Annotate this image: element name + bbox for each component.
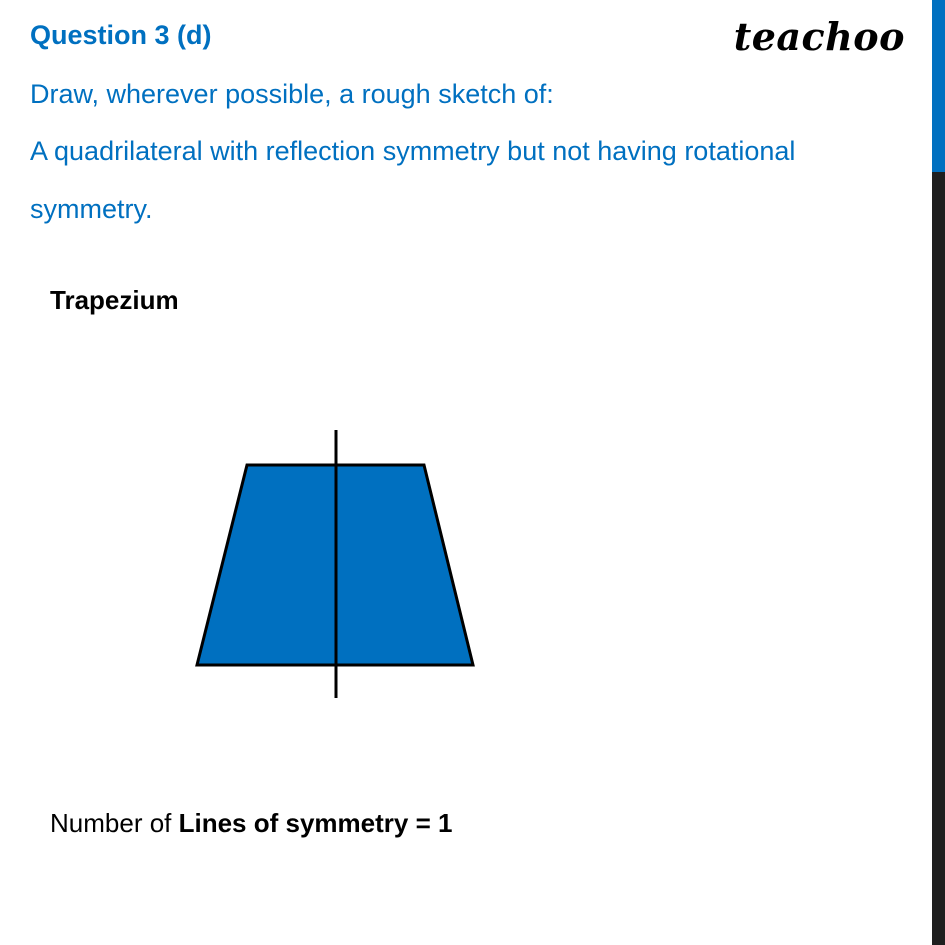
scrollbar-thumb[interactable] xyxy=(932,0,945,172)
result-value: Lines of symmetry = 1 xyxy=(178,808,453,838)
question-line-3: symmetry. xyxy=(30,194,153,224)
result-prefix: Number of xyxy=(50,808,179,838)
question-line-1: Draw, wherever possible, a rough sketch of: xyxy=(30,79,554,109)
symmetry-result xyxy=(50,808,452,839)
question-heading: Question 3 (d) xyxy=(30,20,212,50)
question-line-2: A quadrilateral with reflection symmetry but not having rotational xyxy=(30,136,796,166)
teachoo-logo: teachoo xyxy=(733,14,905,59)
shape-name: Trapezium xyxy=(50,285,179,315)
